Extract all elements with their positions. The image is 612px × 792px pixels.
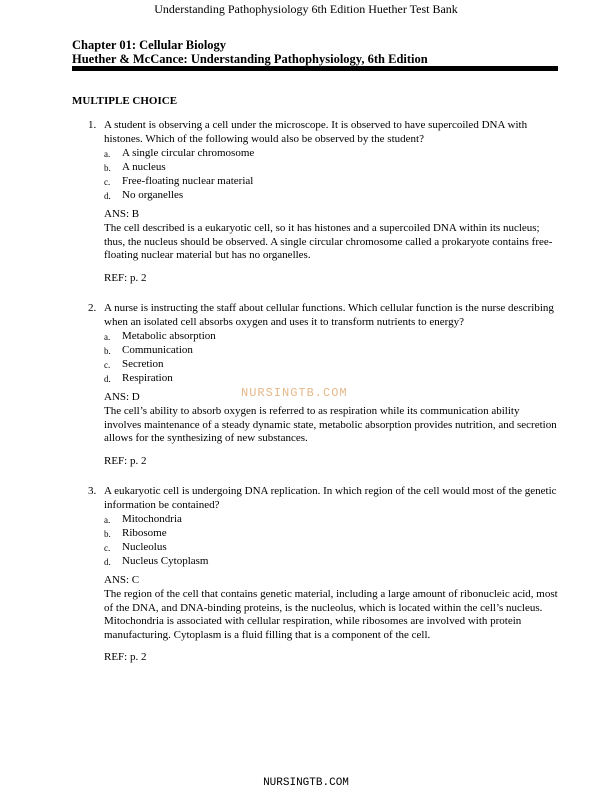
option-text: A single circular chromosome [122,147,255,160]
option-text: Communication [122,343,193,356]
section-heading: MULTIPLE CHOICE [72,95,178,107]
heading-rule [72,66,558,71]
question-number: 3. [88,485,97,497]
option-list [104,147,558,202]
option-letter: d. [104,190,111,201]
book-title: Huether & McCance: Understanding Pathophysiology, 6th Edition [72,52,428,66]
option-letter: d. [104,556,111,567]
question-text: A nurse is instructing the staff about cellular functions. Which cellular function is the nurse describing when an isolated cell absorbs oxygen and uses it to transform nutrients to energy? [104,302,554,328]
rationale: The cell described is a eukaryotic cell, so it has histones and a supercoiled DNA within its nucleus; thus, the nucleus should be observed. A single circular chromosome called a prokaryote contains free-floating nuclear material but has no organelles. [104,221,553,262]
option-c [104,175,558,189]
option-letter: b. [104,345,111,356]
option-a [104,147,558,161]
option-list [104,513,558,568]
question-number: 2. [88,302,97,314]
option-text: Nucleus Cytoplasm [122,554,209,567]
option-letter: b. [104,528,111,539]
question-3 [88,485,558,665]
option-b [104,527,558,541]
option-text: Respiration [122,371,173,384]
option-text: A nucleus [122,160,166,173]
option-letter: a. [104,515,111,526]
option-b [104,161,558,175]
answer-key: ANS: D [104,391,140,404]
option-a [104,330,558,344]
option-letter: b. [104,162,111,173]
option-text: Nucleolus [122,540,167,553]
question-1 [88,119,558,285]
page-header-title: Understanding Pathophysiology 6th Edition Huether Test Bank [154,2,458,16]
rationale: The region of the cell that contains genetic material, including a large amount of ribonucleic acid, most of the DNA, and DNA-binding proteins, is the nucleolus, which is located within the cell’s nucleus. Mitochondria is associated with cellular respiration, while ribosomes are involved with protein manufacturing. Cytoplasm is a fluid filling that is a component of the cell. [104,587,558,641]
option-b [104,344,558,358]
option-c [104,358,558,372]
option-text: Metabolic absorption [122,330,216,343]
option-letter: a. [104,332,111,343]
reference: REF: p. 2 [104,651,147,664]
option-letter: a. [104,149,111,160]
answer-key: ANS: C [104,574,140,587]
option-d [104,555,558,569]
option-c [104,541,558,555]
answer-key: ANS: B [104,208,140,221]
option-text: Secretion [122,357,164,370]
question-number: 1. [88,119,97,131]
chapter-title: Chapter 01: Cellular Biology [72,38,227,52]
rationale: The cell’s ability to absorb oxygen is referred to as respiration while its communication ability involves maintenance of a steady dynamic state, metabolic absorption provides nutrition, and secretion allows for the synthesizing of new substances. [104,404,557,445]
question-text: A student is observing a cell under the microscope. It is observed to have supercoiled DNA with histones. Which of the following would also be observed by the student? [104,119,528,145]
option-text: Mitochondria [122,513,182,526]
reference: REF: p. 2 [104,271,147,284]
option-text: Ribosome [122,526,167,539]
option-d [104,372,558,386]
reference: REF: p. 2 [104,454,147,467]
footer-link[interactable]: NURSINGTB.COM [263,777,349,789]
option-text: No organelles [122,188,184,201]
option-letter: c. [104,359,111,370]
option-d [104,189,558,203]
watermark: NURSINGTB.COM [241,386,348,400]
question-text: A eukaryotic cell is undergoing DNA replication. In which region of the cell would most of the genetic information be contained? [104,485,557,511]
option-text: Free-floating nuclear material [122,174,254,187]
option-a [104,513,558,527]
option-letter: c. [104,542,111,553]
option-letter: d. [104,373,111,384]
option-letter: c. [104,176,111,187]
chapter-heading [72,38,428,66]
option-list [104,330,558,385]
